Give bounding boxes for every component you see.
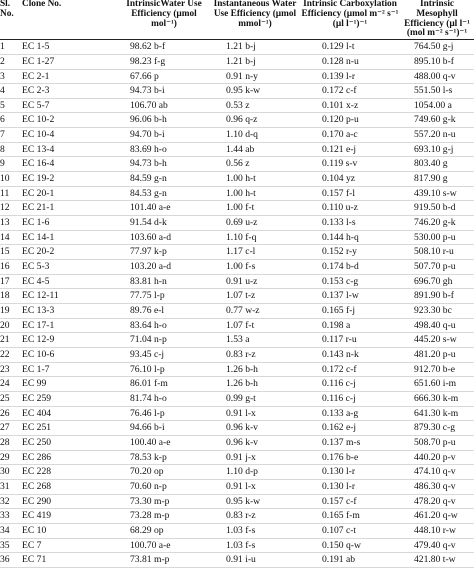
cell-carboxylation: 0.176 b-e [322,451,359,463]
cell-instantaneous-wue: 0.56 z [226,158,250,170]
header-row [0,0,474,40]
table-row [0,362,474,377]
header-mesophyll-efficiency: Intrinsic Mesophyll Efficiency (µl l⁻¹ (mol m⁻² s⁻¹)⁻¹ [404,0,470,39]
cell-instantaneous-wue: 1.26 b-h [226,363,258,375]
cell-mesophyll: 530.00 p-u [414,231,456,243]
cell-carboxylation: 0.104 yz [322,173,356,185]
cell-instantaneous-wue: 1.10 d-p [226,466,258,478]
cell-instantaneous-wue: 1.03 f-s [226,524,256,536]
cell-mesophyll: 895.10 b-f [414,55,454,67]
table-row [0,245,474,260]
table-row [0,421,474,436]
cell-intrinsic-wue: 83.69 h-o [130,143,167,155]
table-row [0,54,474,69]
cell-sl-no: 19 [0,305,10,316]
table-row [0,523,474,538]
cell-sl-no: 32 [0,495,10,507]
cell-clone-no: EC 7 [22,539,42,551]
cell-carboxylation: 0.128 n-u [322,55,359,67]
header-intrinsic-wue: IntrinsicWater Use Efficiency (µmol mol⁻¹) [126,0,202,29]
cell-instantaneous-wue: 0.53 z [226,99,250,111]
cell-intrinsic-wue: 93.45 c-j [130,348,165,360]
cell-carboxylation: 0.133 l-s [322,217,356,229]
table-row [0,157,474,172]
cell-intrinsic-wue: 68.29 op [130,524,164,536]
cell-intrinsic-wue: 103.20 a-d [130,261,172,273]
cell-intrinsic-wue: 73.81 m-p [130,554,170,566]
cell-carboxylation: 0.153 c-g [322,275,359,287]
cell-instantaneous-wue: 0.99 g-t [226,392,256,404]
cell-clone-no: EC 2-1 [22,70,50,82]
cell-mesophyll: 749.60 g-k [414,114,456,126]
cell-mesophyll: 919.50 b-d [414,202,456,214]
cell-instantaneous-wue: 1.03 f-s [226,539,256,551]
cell-clone-no: EC 250 [22,436,52,448]
cell-mesophyll: 803.40 g [414,158,448,170]
cell-mesophyll: 764.50 g-j [414,41,454,53]
table-row [0,333,474,348]
cell-instantaneous-wue: 0.77 w-z [226,305,260,316]
cell-carboxylation: 0.198 a [322,319,351,331]
cell-intrinsic-wue: 83.81 h-n [130,275,167,287]
cell-intrinsic-wue: 73.30 m-p [130,495,170,507]
cell-clone-no: EC 14-1 [22,231,55,243]
cell-instantaneous-wue: 0.95 k-w [226,495,261,507]
cell-instantaneous-wue: 1.53 a [226,334,250,346]
cell-sl-no: 10 [0,173,10,185]
cell-sl-no: 35 [0,539,10,551]
cell-sl-no: 9 [0,158,5,170]
cell-clone-no: EC 4-5 [22,275,50,287]
cell-sl-no: 22 [0,348,10,360]
cell-mesophyll: 445.20 s-w [414,334,457,346]
cell-carboxylation: 0.139 l-r [322,70,356,82]
cell-intrinsic-wue: 76.10 l-p [130,363,165,375]
cell-intrinsic-wue: 89.76 e-l [130,305,165,316]
cell-carboxylation: 0.165 f-m [322,510,360,522]
cell-sl-no: 3 [0,70,5,82]
cell-intrinsic-wue: 77.97 k-p [130,246,167,258]
cell-intrinsic-wue: 94.66 b-i [130,422,165,434]
cell-sl-no: 27 [0,422,10,434]
cell-carboxylation: 0.162 e-j [322,422,357,434]
table-row [0,347,474,362]
cell-sl-no: 16 [0,261,10,273]
cell-carboxylation: 0.170 a-c [322,129,358,141]
cell-clone-no: EC 99 [22,378,47,390]
cell-instantaneous-wue: 1.07 t-z [226,290,256,302]
cell-carboxylation: 0.172 c-f [322,85,357,97]
cell-intrinsic-wue: 106.70 ab [130,99,168,111]
cell-intrinsic-wue: 100.70 a-e [130,539,171,551]
cell-sl-no: 36 [0,554,10,566]
cell-mesophyll: 912.70 b-e [414,363,456,375]
cell-sl-no: 21 [0,334,10,346]
table-row [0,172,474,187]
cell-carboxylation: 0.152 r-y [322,246,357,258]
cell-clone-no: EC 2-3 [22,85,50,97]
cell-clone-no: EC 251 [22,422,52,434]
cell-instantaneous-wue: 1.00 f-s [226,261,256,273]
table-row [0,84,474,99]
cell-carboxylation: 0.117 r-u [322,334,357,346]
cell-carboxylation: 0.119 s-v [322,158,358,170]
cell-sl-no: 18 [0,290,10,302]
cell-clone-no: EC 17-1 [22,319,55,331]
table-row [0,406,474,421]
cell-clone-no: EC 19-2 [22,173,55,185]
table-row [0,450,474,465]
cell-instantaneous-wue: 0.83 r-z [226,510,256,522]
cell-carboxylation: 0.144 h-q [322,231,359,243]
cell-mesophyll: 508.70 p-u [414,436,456,448]
cell-instantaneous-wue: 0.91 i-u [226,554,256,566]
table-row [0,304,474,319]
cell-clone-no: EC 10 [22,524,47,536]
table-row [0,435,474,450]
cell-clone-no: EC 5-3 [22,261,50,273]
cell-carboxylation: 0.121 e-j [322,143,357,155]
cell-carboxylation: 0.129 l-t [322,41,355,53]
cell-sl-no: 23 [0,363,10,375]
cell-intrinsic-wue: 94.73 b-i [130,85,165,97]
cell-mesophyll: 498.40 q-u [414,319,456,331]
cell-clone-no: EC 20-1 [22,187,55,199]
cell-instantaneous-wue: 1.00 h-t [226,187,256,199]
cell-instantaneous-wue: 0.69 u-z [226,217,258,229]
cell-clone-no: EC 10-2 [22,114,55,126]
cell-clone-no: EC 419 [22,510,52,522]
cell-sl-no: 14 [0,231,10,243]
cell-carboxylation: 0.143 n-k [322,348,359,360]
cell-mesophyll: 507.70 p-u [414,261,456,273]
cell-clone-no: EC 21-1 [22,202,55,214]
cell-sl-no: 2 [0,55,5,67]
cell-sl-no: 8 [0,143,5,155]
cell-clone-no: EC 1-27 [22,55,55,67]
table-row [0,509,474,524]
table-row [0,274,474,289]
cell-intrinsic-wue: 98.62 b-f [130,41,166,53]
cell-sl-no: 34 [0,524,10,536]
cell-intrinsic-wue: 67.66 p [130,70,159,82]
cell-instantaneous-wue: 0.95 k-w [226,85,261,97]
cell-clone-no: EC 1-6 [22,217,50,229]
cell-mesophyll: 696.70 gh [414,275,453,287]
cell-intrinsic-wue: 78.53 k-p [130,451,167,463]
cell-sl-no: 28 [0,436,10,448]
cell-sl-no: 25 [0,392,10,404]
cell-carboxylation: 0.120 p-u [322,114,359,126]
table-row [0,289,474,304]
cell-instantaneous-wue: 0.96 k-v [226,436,258,448]
cell-mesophyll: 439.10 s-w [414,187,457,199]
cell-intrinsic-wue: 71.04 n-p [130,334,167,346]
table-row [0,230,474,245]
cell-intrinsic-wue: 77.75 l-p [130,290,165,302]
cell-mesophyll: 479.40 q-v [414,539,456,551]
cell-clone-no: EC 71 [22,554,47,566]
cell-carboxylation: 0.157 c-f [322,495,357,507]
cell-intrinsic-wue: 70.20 op [130,466,164,478]
cell-sl-no: 29 [0,451,10,463]
table-header [0,0,474,40]
table-row [0,142,474,157]
cell-mesophyll: 488.00 q-v [414,70,456,82]
cell-clone-no: EC 290 [22,495,52,507]
cell-carboxylation: 0.137 m-s [322,436,361,448]
cell-mesophyll: 746.20 g-k [414,217,456,229]
cell-mesophyll: 879.30 c-g [414,422,456,434]
cell-clone-no: EC 13-4 [22,143,55,155]
cell-mesophyll: 923.30 bc [414,305,452,316]
table-row [0,40,474,55]
cell-carboxylation: 0.165 f-j [322,305,356,316]
cell-sl-no: 6 [0,114,5,126]
cell-mesophyll: 486.30 q-v [414,480,456,492]
cell-mesophyll: 557.20 n-u [414,129,456,141]
cell-clone-no: EC 228 [22,466,52,478]
table-row [0,201,474,216]
cell-intrinsic-wue: 91.54 d-k [130,217,167,229]
cell-mesophyll: 651.60 i-m [414,378,457,390]
cell-carboxylation: 0.174 b-d [322,261,359,273]
cell-mesophyll: 481.20 p-u [414,348,456,360]
cell-sl-no: 13 [0,217,10,229]
cell-instantaneous-wue: 1.21 b-j [226,41,256,53]
cell-instantaneous-wue: 1.10 f-q [226,231,257,243]
cell-mesophyll: 551.50 l-s [414,85,453,97]
cell-sl-no: 17 [0,275,10,287]
cell-intrinsic-wue: 84.53 g-n [130,187,167,199]
cell-carboxylation: 0.110 u-z [322,202,358,214]
table-row [0,318,474,333]
cell-mesophyll: 461.20 q-w [414,510,458,522]
cell-mesophyll: 641.30 k-m [414,407,459,419]
table-row [0,377,474,392]
cell-clone-no: EC 286 [22,451,52,463]
cell-intrinsic-wue: 96.06 b-h [130,114,167,126]
table-row [0,216,474,231]
table-row [0,553,474,568]
cell-mesophyll: 693.10 g-j [414,143,454,155]
cell-intrinsic-wue: 86.01 f-m [130,378,168,390]
cell-clone-no: EC 10-6 [22,348,55,360]
cell-sl-no: 30 [0,466,10,478]
cell-sl-no: 4 [0,85,5,97]
header-instantaneous-wue: Instantaneous Water Use Efficiency (µmol mmol⁻¹) [213,0,297,29]
cell-instantaneous-wue: 1.00 f-t [226,202,255,214]
cell-sl-no: 1 [0,41,5,53]
cell-instantaneous-wue: 1.00 h-t [226,173,256,185]
cell-mesophyll: 478.20 q-v [414,495,456,507]
cell-intrinsic-wue: 94.73 b-h [130,158,167,170]
cell-instantaneous-wue: 0.91 l-x [226,407,256,419]
cell-carboxylation: 0.130 l-r [322,466,356,478]
cell-clone-no: EC 13-3 [22,305,55,316]
header-sl-no: Sl. No. [0,0,14,19]
cell-mesophyll: 666.30 k-m [414,392,459,404]
cell-intrinsic-wue: 94.70 b-i [130,129,165,141]
cell-carboxylation: 0.107 c-t [322,524,357,536]
cell-carboxylation: 0.137 l-w [322,290,359,302]
cell-clone-no: EC 12-11 [22,290,59,302]
cell-carboxylation: 0.130 l-r [322,480,356,492]
cell-sl-no: 20 [0,319,10,331]
cell-intrinsic-wue: 101.40 a-e [130,202,171,214]
cell-instantaneous-wue: 0.83 r-z [226,348,256,360]
cell-carboxylation: 0.150 q-w [322,539,361,551]
cell-intrinsic-wue: 76.46 l-p [130,407,165,419]
cell-intrinsic-wue: 103.60 a-d [130,231,172,243]
cell-instantaneous-wue: 0.96 q-z [226,114,258,126]
cell-sl-no: 31 [0,480,10,492]
table-row [0,494,474,509]
cell-mesophyll: 817.90 g [414,173,448,185]
cell-clone-no: EC 20-2 [22,246,55,258]
cell-instantaneous-wue: 0.91 n-y [226,70,258,82]
cell-sl-no: 24 [0,378,10,390]
cell-mesophyll: 448.10 r-w [414,524,456,536]
cell-carboxylation: 0.116 c-j [322,392,356,404]
table-row [0,260,474,275]
table-row [0,128,474,143]
cell-clone-no: EC 404 [22,407,52,419]
cell-sl-no: 26 [0,407,10,419]
header-carboxylation-efficiency: Intrinsic Carboxylation Efficiency (µmol m⁻² s⁻¹ (µl l⁻¹)⁻¹ [301,0,399,29]
cell-instantaneous-wue: 0.91 j-x [226,451,256,463]
cell-sl-no: 7 [0,129,5,141]
cell-carboxylation: 0.133 a-g [322,407,359,419]
cell-instantaneous-wue: 1.17 c-l [226,246,256,258]
table-row [0,538,474,553]
cell-intrinsic-wue: 73.28 m-p [130,510,170,522]
cell-clone-no: EC 12-9 [22,334,55,346]
cell-intrinsic-wue: 84.59 g-n [130,173,167,185]
cell-clone-no: EC 5-7 [22,99,50,111]
cell-clone-no: EC 259 [22,392,52,404]
cell-instantaneous-wue: 1.21 b-j [226,55,256,67]
cell-carboxylation: 0.101 x-z [322,99,359,111]
cell-instantaneous-wue: 0.91 u-z [226,275,258,287]
table-row [0,69,474,84]
cell-clone-no: EC 268 [22,480,52,492]
cell-intrinsic-wue: 83.64 h-o [130,319,167,331]
cell-instantaneous-wue: 1.07 f-t [226,319,255,331]
table-body [0,40,474,568]
header-clone-no: Clone No. [22,0,62,9]
cell-mesophyll: 440.20 p-v [414,451,456,463]
cell-sl-no: 11 [0,187,10,199]
table-row [0,391,474,406]
cell-instantaneous-wue: 1.26 b-h [226,378,258,390]
cell-clone-no: EC 1-7 [22,363,50,375]
cell-carboxylation: 0.116 c-j [322,378,356,390]
table-row [0,479,474,494]
cell-sl-no: 12 [0,202,10,214]
cell-sl-no: 33 [0,510,10,522]
cell-sl-no: 5 [0,99,5,111]
cell-intrinsic-wue: 100.40 a-e [130,436,171,448]
cell-sl-no: 15 [0,246,10,258]
table-row [0,465,474,480]
cell-instantaneous-wue: 0.91 l-x [226,480,256,492]
table-row [0,113,474,128]
cell-intrinsic-wue: 70.60 n-p [130,480,167,492]
cell-mesophyll: 891.90 b-f [414,290,454,302]
cell-mesophyll: 508.10 r-u [414,246,454,258]
cell-instantaneous-wue: 1.10 d-q [226,129,258,141]
cell-instantaneous-wue: 1.44 ab [226,143,255,155]
cell-mesophyll: 421.80 t-w [414,554,456,566]
cell-intrinsic-wue: 81.74 h-o [130,392,167,404]
cell-carboxylation: 0.191 ab [322,554,356,566]
cell-clone-no: EC 10-4 [22,129,55,141]
table-row [0,98,474,113]
cell-carboxylation: 0.172 c-f [322,363,357,375]
cell-carboxylation: 0.157 f-l [322,187,356,199]
cell-clone-no: EC 1-5 [22,41,50,53]
cell-intrinsic-wue: 98.23 f-g [130,55,166,67]
cell-mesophyll: 1054.00 a [414,99,452,111]
cell-mesophyll: 474.10 q-v [414,466,456,478]
cell-clone-no: EC 16-4 [22,158,55,170]
table-row [0,186,474,201]
cell-instantaneous-wue: 0.96 k-v [226,422,258,434]
